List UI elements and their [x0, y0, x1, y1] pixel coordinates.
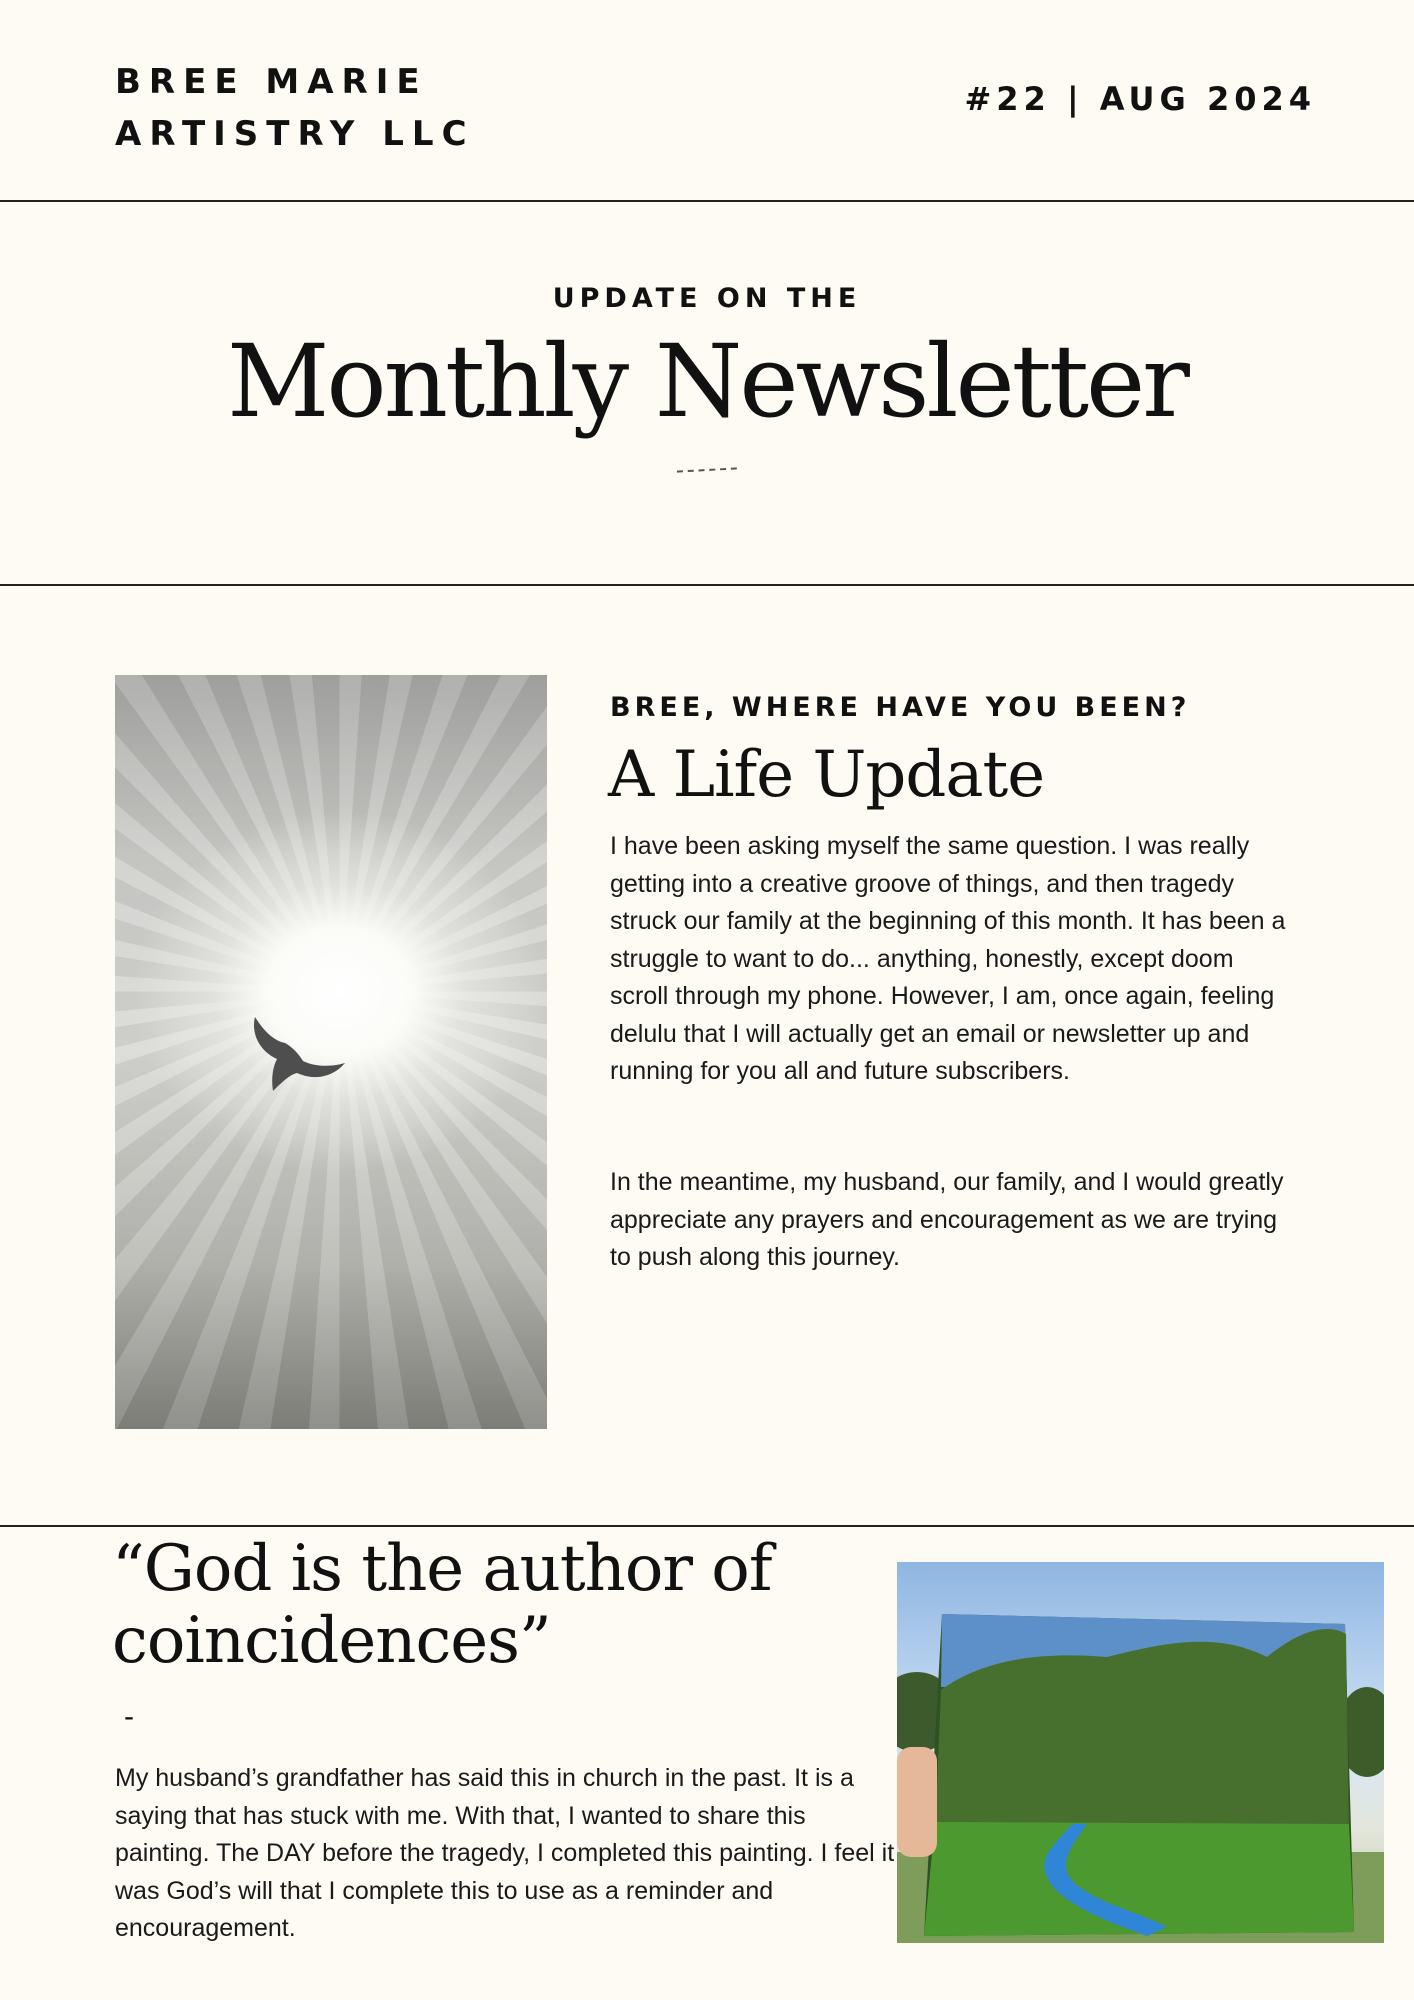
- title-underline-decoration: [677, 467, 737, 476]
- life-update-paragraph-2: In the meantime, my husband, our family, and I would greatly appreciate any prayers and encouragement as we are trying to push along this journey.: [610, 1168, 1284, 1271]
- sky-dove-photo: [115, 675, 547, 1429]
- life-update-title: A Life Update: [608, 738, 1045, 812]
- header-divider: [0, 200, 1414, 202]
- newsletter-title: Monthly Newsletter: [227, 323, 1187, 440]
- dove-silhouette: [245, 1015, 345, 1125]
- hero-divider: [0, 584, 1414, 586]
- painting-illustration: [897, 1562, 1384, 1943]
- hero-kicker: UPDATE ON THE: [552, 283, 862, 314]
- landscape-painting-photo: [897, 1562, 1384, 1943]
- issue-date: #22 | AUG 2024: [964, 80, 1316, 118]
- pull-quote: “God is the author of coincidences”: [112, 1532, 772, 1678]
- quote-attribution-dash: -: [124, 1700, 134, 1733]
- section-divider: [0, 1525, 1414, 1527]
- brand-name: BREE MARIE ARTISTRY LLC: [115, 62, 475, 154]
- life-update-subheading: BREE, WHERE HAVE YOU BEEN?: [610, 692, 1191, 723]
- quote-section-body: My husband’s grandfather has said this in church in the past. It is a saying that has stuck with me. With that, I wanted to share this painting. The DAY before the tragedy, I completed this painting. I feel it was God’s will that I complete this to use as a reminder and encouragement.: [115, 1764, 895, 1942]
- life-update-paragraph-1: I have been asking myself the same question. I was really getting into a creative groove of things, and then tragedy struck our family at the beginning of this month. It has been a struggle to want to do... anything, honestly, except doom scroll through my phone. However, I am, once again, feeling delulu that I will actually get an email or newsletter up and running for you all and future subscribers.: [610, 832, 1286, 1085]
